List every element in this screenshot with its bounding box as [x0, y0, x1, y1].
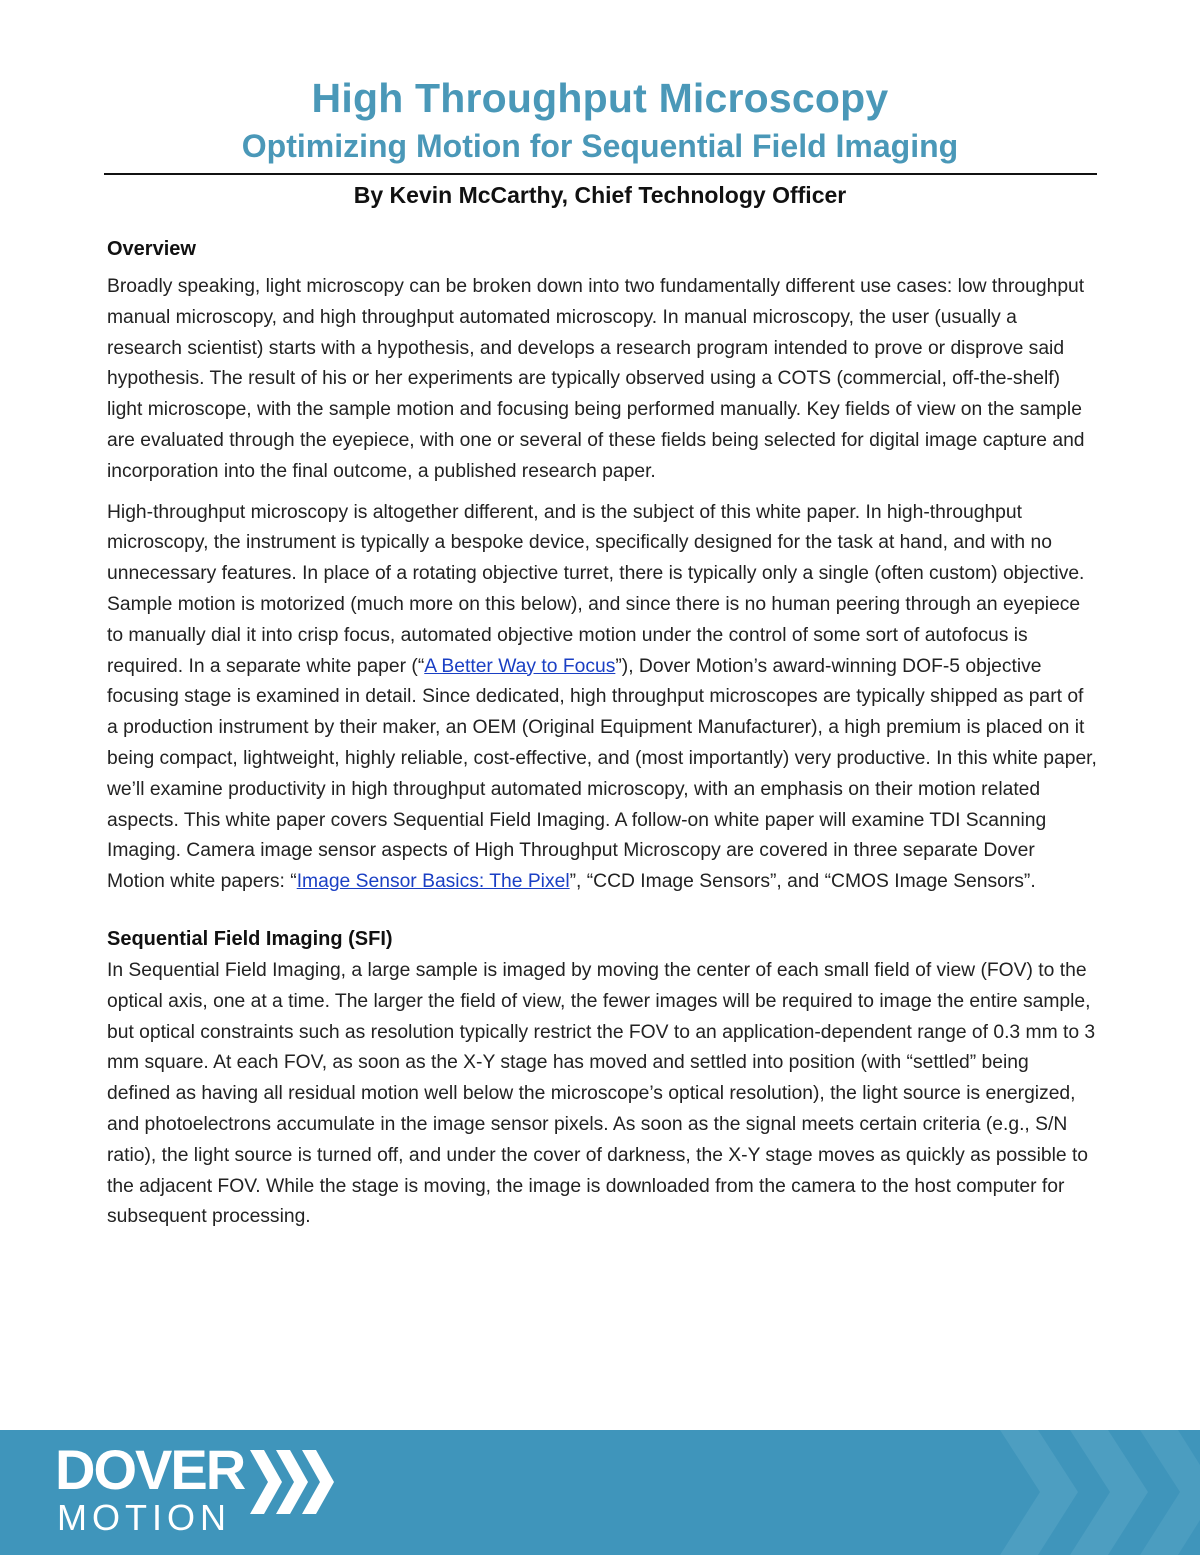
overview-paragraph-2-text-a: High-throughput microscopy is altogether different, and is the subject of this white paper. In high-throughput microscopy, the instrument is typically a bespoke device, specifically designed for the task at hand, and with no unnecessary features. In place of a rotating objective turret, there is typically only a single (often custom) objective. Sample motion is motorized (much more on this below), and since there is no human peering through an eyepiece to manually dial it into crisp focus, automated objective motion under the control of some sort of autofocus is required. In a separate white paper (“: [107, 501, 1085, 677]
link-better-way-to-focus[interactable]: A Better Way to Focus: [424, 655, 616, 677]
page-subtitle: Optimizing Motion for Sequential Field Imaging: [241, 128, 959, 164]
document-body: [107, 234, 1097, 1233]
chevrons-icon: [248, 1450, 338, 1514]
decorative-chevrons-icon: [1000, 1430, 1200, 1555]
page-title: High Throughput Microscopy: [311, 75, 889, 121]
logo-wordmark-dover: DOVER: [55, 1438, 245, 1501]
sfi-paragraph-1: In Sequential Field Imaging, a large sample is imaged by moving the center of each small field of view (FOV) to the optical axis, one at a time. The larger the field of view, the fewer images will be required to image the entire sample, but optical constraints such as resolution typically restrict the FOV to an application-dependent range of 0.3 mm to 3 mm square. At each FOV, as soon as the X-Y stage has moved and settled into position (with “settled” being defined as having all residual motion well below the microscope’s optical resolution), the light source is energized, and photoelectrons accumulate in the image sensor pixels. As soon as the signal meets certain criteria (e.g., S/N ratio), the light source is turned off, and under the cover of darkness, the X-Y stage moves as quickly as possible to the adjacent FOV. While the stage is moving, the image is downloaded from the camera to the host computer for subsequent processing.: [107, 959, 1096, 1228]
overview-paragraph-2-text-b: ”), Dover Motion’s award-winning DOF-5 objective focusing stage is examined in detail. Since dedicated, high throughput microscopes are typically shipped as part of a production instrument by their maker, an OEM (Original Equipment Manufacturer), a high premium is placed on it being compact, lightweight, highly reliable, cost-effective, and (most importantly) very productive. In this white paper, we’ll examine productivity in high throughput automated microscopy, with an emphasis on their motion related aspects. This white paper covers Sequential Field Imaging. A follow-on white paper will examine TDI Scanning Imaging. Camera image sensor aspects of High Throughput Microscopy are covered in three separate Dover Motion white papers: “: [107, 655, 1097, 893]
logo-wordmark-motion: MOTION: [57, 1497, 231, 1538]
author-byline: By Kevin McCarthy, Chief Technology Officer: [353, 182, 847, 208]
overview-paragraph-2: [107, 498, 1097, 898]
title-divider: [104, 173, 1097, 175]
link-image-sensor-basics[interactable]: Image Sensor Basics: The Pixel: [296, 871, 570, 893]
overview-paragraph-1: Broadly speaking, light microscopy can be broken down into two fundamentally different use cases: low throughput manual microscopy, and high throughput automated microscopy. In manual microscopy, the user (usually a research scientist) starts with a hypothesis, and develops a research program intended to prove or disprove said hypothesis. The result of his or her experiments are typically observed using a COTS (commercial, off-the-shelf) light microscope, with the sample motion and focusing being performed manually. Key fields of view on the sample are evaluated through the eyepiece, with one or several of these fields being selected for digital image capture and incorporation into the final outcome, a published research paper.: [107, 276, 1085, 482]
sfi-heading: Sequential Field Imaging (SFI): [107, 927, 393, 950]
overview-paragraph-2-text-c: ”, “CCD Image Sensors”, and “CMOS Image Sensors”.: [569, 871, 1036, 893]
overview-heading: Overview: [107, 238, 196, 260]
footer-banner: [0, 1430, 1200, 1555]
